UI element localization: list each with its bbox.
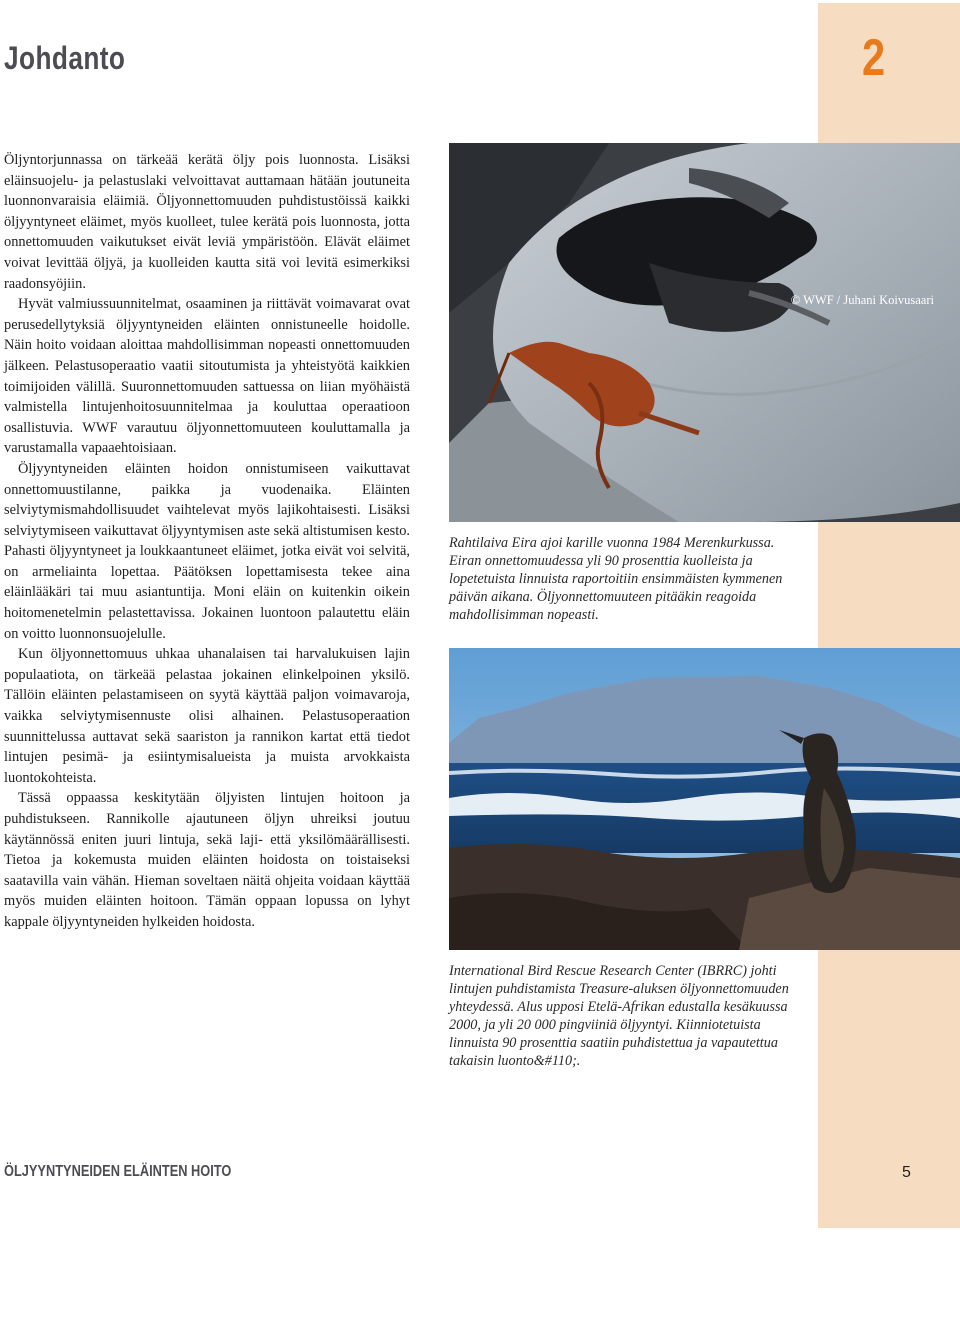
paragraph: Hyvät valmiussuunnitelmat, osaaminen ja riittävät voimavarat ovat perusedellytyksiä öljyyntyneiden eläinten onnistuneelle hoidolle. Näin hoito voidaan aloittaa mahdollisimman nopeasti onnettomuuden jälkeen. Pelastusoperaatio vaatii sitoutumista ja yhteistyötä kaikkien toimijoiden välillä. Suuronnettomuuden sattuessa on liian myöhäistä valmistella lintujenhoitosuunnitelmaa ja kouluttaa operaatioon osallistuvia. WWF varautuu öljyonnettomuuteen kouluttamalla ja varustamalla vapaaehtoisiaan. <box>4 296 410 457</box>
oiled-birds-illustration <box>449 143 960 522</box>
paragraph: Öljyntorjunnassa on tärkeää kerätä öljy pois luonnosta. Lisäksi eläinsuojelu- ja pelastuslaki velvoittavat auttamaan hätään joutuneita luonnonvaraisia eläimiä. Öljyonnettomuuden puhdistustöissä kaikki öljyyntyneet eläimet, myös kuolleet, tulee kerätä pois luonnosta, jotta onnettomuuden vaikutukset eivät leviä ympäristöön. Elävät eläimet voivat levittää öljyä, ja kuolleiden kautta sitä voi levitä esimerkiksi raadonsyöjiin. <box>4 152 410 292</box>
photo-credit: © WWF / Juhani Koivusaari <box>790 293 934 307</box>
photo-caption: Rahtilaiva Eira ajoi karille vuonna 1984 Merenkurkussa. Eiran onnettomuudessa yli 90 prosenttia kuolleista ja lopetetuista linnuista raportoitiin ensimmäisten kymmenen päivän aikana. Öljyonnettomuuteen pitääkin reagoida mahdollisimman nopeasti. <box>449 535 783 623</box>
penguin-illustration <box>449 648 960 950</box>
body-text <box>4 150 410 933</box>
paragraph: Tässä oppaassa keskitytään öljyisten lintujen hoitoon ja puhdistukseen. Rannikolle ajautuneen öljyn uhreiksi joutuu käytännössä eniten juuri lintuja, sekä laji- että yksilömäärällisesti. Tietoa ja kokemusta muiden eläinten hoidosta on toistaiseksi saatavilla vain vähän. Hieman soveltaen näitä ohjeita voidaan käyttää myös muiden eläinten hoitoon. Tämän oppaan lopussa on lyhyt kappale öljyyntyneiden hylkeiden hoidosta. <box>4 790 410 930</box>
chapter-number: 2 <box>862 29 886 87</box>
photo-caption: International Bird Rescue Research Center (IBRRC) johti lintujen puhdistamista Treasure-aluksen öljyonnettomuuden yhteydessä. Alus upposi Etelä-Afrikan edustalla kesäkuussa 2000, ja yli 20 000 pingviiniä öljyyntyi. Kiinniotetuista linnuista 90 prosenttia saatiin puhdistettua ja vapautettua takaisin luonto&#110;. <box>449 963 789 1069</box>
oiled-birds-photo <box>449 143 960 522</box>
paragraph: Öljyyntyneiden eläinten hoidon onnistumiseen vaikuttavat onnettomuustilanne, paikka ja vuodenaika. Eläinten selviytymismahdollisuudet vaihtelevat myös lajikohtaisesti. Lisäksi selviytymiseen vaikuttavat öljyyntymisen aste sekä altistumisen kesto. Pahasti öljyyntyneet ja loukkaantuneet eläimet, jotka eivät voi selvitä, on armeliainta lopettaa. Päätöksen lopettamisesta tekee aina eläinlääkäri tai muu asiantuntija. Moni eläin on kuitenkin oikein hoitomenetelmin pelastettavissa. Jokainen luontoon palautettu eläin on voitto luonnonsuojelulle. <box>4 460 410 642</box>
paragraph: Kun öljyonnettomuus uhkaa uhanalaisen tai harvalukuisen lajin populaatiota, on tärkeää pelastaa jokainen elinkelpoinen yksilö. Tällöin eläinten pelastamiseen on syytä käyttää paljon voimavaroja, vaikka selviytymisennuste olisi alhainen. Pelastusoperaation suunnittelussa auttavat sekä saariston ja rannikon kartat että tiedot lintujen pesimä- ja esiintymisalueista ja muista arvokkaista luontokohteista. <box>4 646 410 786</box>
photo-credit: © WWF-Canon / Martin Harvey <box>770 1305 934 1319</box>
page-title: Johdanto <box>4 40 126 76</box>
footer-publication-title: ÖLJYYNTYNEIDEN ELÄINTEN HOITO <box>4 1163 232 1180</box>
page-number: 5 <box>902 1164 911 1181</box>
